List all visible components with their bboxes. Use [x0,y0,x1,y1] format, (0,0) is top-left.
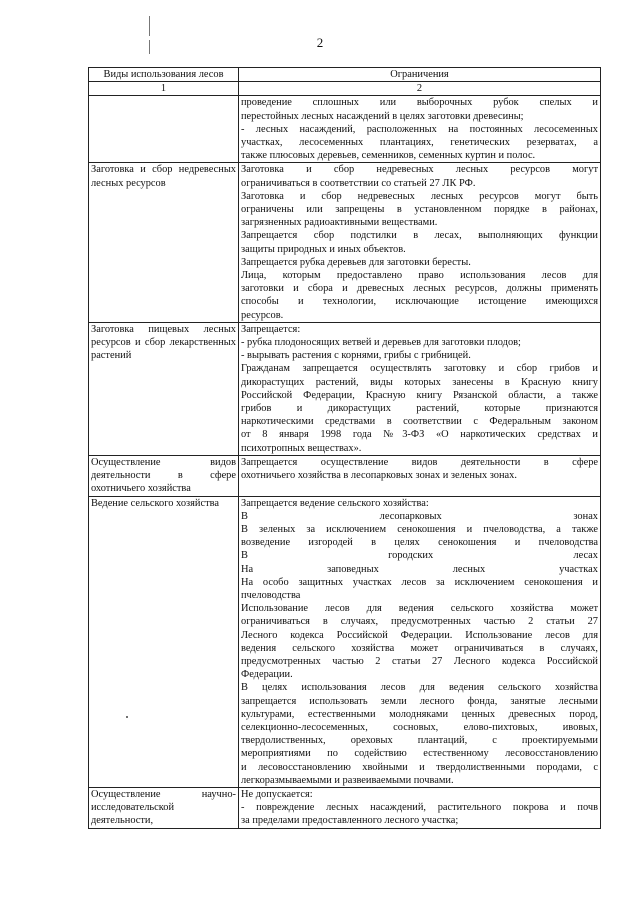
restriction-line: от 8 января 1998 года №3-ФЗ «О наркотических средствах и [241,429,598,441]
restriction-line: ресурсов. [241,309,284,321]
restriction-line: В зеленых за исключением сенокошения и пчеловодства, а также [241,523,598,535]
restriction-line: Запрещается: [241,323,301,335]
restriction-line: Запрещается сбор подстилки в лесах, выполняющих функции [241,230,598,242]
restriction-line: Заготовка и сбор недревесных лесных ресурсов могут [241,164,598,176]
header-row [89,68,601,82]
usage-type-text: Заготовка пищевых лесных ресурсов и сбор лекарственных растений [91,323,236,362]
restriction-line: способы и технологии, исключающие истощение имеющихся [241,296,598,308]
header-num-1: 1 [89,82,239,96]
restriction-cell [239,96,601,163]
table-row [89,96,601,163]
restriction-line: Лесного кодекса Российской Федерации. Использование лесов для [241,629,598,641]
restriction-line: перестойных лесных насаждений в целях заготовки древесины; [241,110,524,122]
restriction-line: пчеловодства [241,589,301,601]
usage-type-text: Осуществление научно-исследовательской деятельности, [91,788,236,827]
restriction-line: психотропных веществах». [241,442,362,454]
restriction-line: - лесных насаждений, расположенных на постоянных лесосеменных [241,123,598,135]
restriction-line: заготовки и сбора и древесных лесных ресурсов, должны применять [241,283,598,295]
scan-mark-top [149,16,150,36]
restriction-line: предусмотренных частью 2 статьи 27 Лесного кодекса Российской [241,655,598,667]
restriction-line: ведения сельского хозяйства может ограничиваться в случаях, [241,642,598,654]
restriction-line: мероприятиями по содействию естественному лесовосстановлению [241,748,598,760]
restriction-line: В лесопарковых зонах [241,510,598,522]
usage-type-text: Осуществление видов деятельности в сфере охотничьего хозяйства [91,456,236,495]
restriction-line: Российской Федерации, Красную книгу Рязанской области, а также [241,389,598,401]
header-col-restrictions: Ограничения [239,68,601,82]
restriction-line: Запрещается ведение сельского хозяйства: [241,497,429,509]
restriction-line: В городских лесах [241,550,598,562]
usage-type-text: Заготовка и сбор недревесных лесных ресурсов [91,164,236,189]
restriction-cell [239,455,601,496]
restriction-line: грибов и дикорастущих растений, которые признаются [241,403,598,415]
table-row [89,455,601,496]
restriction-line: легкоразмываемыми и развеиваемыми почвами. [241,774,454,786]
restriction-line: - повреждение лесных насаждений, растительного покрова и почв [241,802,598,814]
restriction-line: за пределами предоставленного лесного участка; [241,815,459,827]
restriction-line: Запрещается рубка деревьев для заготовки бересты. [241,256,471,268]
restriction-line: На заповедных лесных участках [241,563,598,575]
restriction-cell [239,163,601,322]
restriction-line: - вырывать растения с корнями, грибы с грибницей. [241,350,471,362]
restriction-line: также плюсовых деревьев, семенников, семенных куртин и полос. [241,150,536,162]
table-row [89,787,601,828]
restriction-line: Использование лесов для ведения сельского хозяйства может [241,603,598,615]
restriction-line: и лесовосстановлению хвойными и твердолиственными породами, с [241,761,598,773]
usage-type-cell [89,787,239,828]
restriction-line: ограничиваться в случаях, предусмотренных частью 2 статьи 27 [241,616,598,628]
table-row [89,496,601,787]
restriction-line: участках, лесосеменных плантациях, генетических резерватах, а [241,137,598,149]
restriction-line: наркотическими средствами в соответствии с Федеральным законом [241,416,598,428]
restriction-line: запрещается использовать земли лесного фонда, занятые лесными [241,695,598,707]
usage-type-cell [89,322,239,455]
restriction-line: ограничиваться в соответствии со статьей 27 ЛК РФ. [241,177,476,189]
restriction-line: охотничьего хозяйства в лесопарковых зонах и зеленых зонах. [241,470,517,482]
restriction-cell [239,496,601,787]
restriction-line: Запрещается осуществление видов деятельности в сфере [241,456,598,468]
usage-type-cell [89,455,239,496]
usage-type-text: Ведение сельского хозяйства [91,497,220,509]
restriction-line: селекционно-лесосеменных, сосновых, елово-пихтовых, ивовых, [241,721,598,733]
restriction-line: Заготовка и сбор недревесных лесных ресурсов могут быть [241,190,598,202]
restrictions-table [88,67,601,829]
restriction-line: Гражданам запрещается осуществлять заготовку и сбор грибов и [241,363,598,375]
restriction-line: В целях использования лесов для ведения сельского хозяйства [241,682,598,694]
restriction-line: загрязненных радиоактивными веществами. [241,217,438,229]
table-row [89,163,601,322]
table-row [89,322,601,455]
scan-speck [126,716,128,718]
page-number: 2 [316,35,324,50]
usage-type-cell [89,163,239,322]
restriction-line: На особо защитных участках лесов за исключением сенокошения и [241,576,598,588]
restriction-line: Федерации. [241,669,293,681]
restriction-line: твердолиственных, ореховых плантаций, с проектируемыми [241,735,598,747]
header-num-2: 2 [239,82,601,96]
restriction-line: Не допускается: [241,788,313,800]
restriction-line: возведение изгородей в целях сенокошения и пчеловодства [241,537,598,549]
restriction-line: Лица, которым предоставлено право использования лесов для [241,270,598,282]
usage-type-cell [89,496,239,787]
header-number-row [89,82,601,96]
restriction-line: ограничены или запрещены в установленном порядке в районах, [241,204,598,216]
usage-type-cell [89,96,239,163]
restriction-line: - рубка плодоносящих ветвей и деревьев для заготовки плодов; [241,337,521,349]
header-col-usage-types: Виды использования лесов [89,68,239,82]
restriction-cell [239,322,601,455]
restriction-cell [239,787,601,828]
restriction-line: защиты природных и иных объектов. [241,243,406,255]
restriction-line: проведение сплошных или выборочных рубок спелых и [241,97,598,109]
restriction-line: дикорастущих растений, виды которых занесены в Красную книгу [241,376,598,388]
restriction-line: культурами, естественными молодняками ценных древесных пород, [241,708,598,720]
